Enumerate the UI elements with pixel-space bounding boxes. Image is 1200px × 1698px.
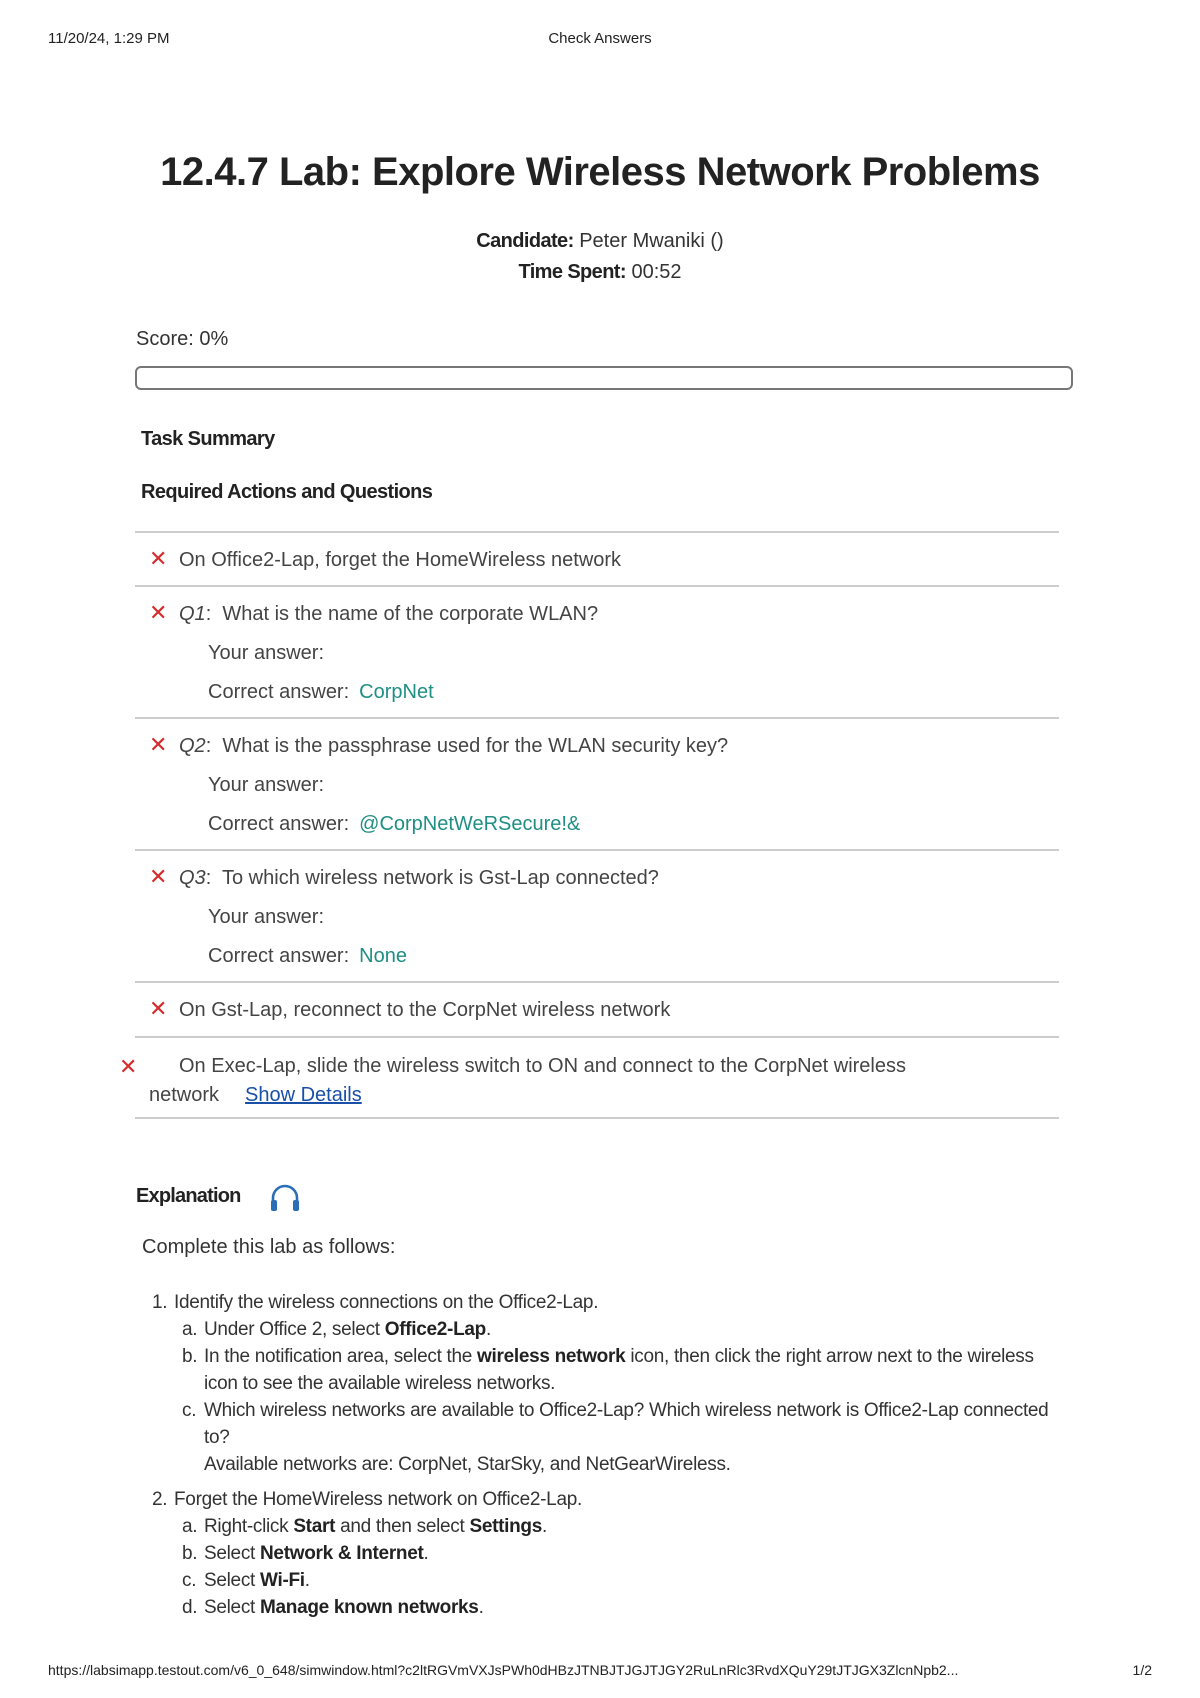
- fail-x-icon: ✕: [149, 732, 168, 757]
- task-text: On Exec-Lap, slide the wireless switch to ON and connect to the CorpNet wireless network: [149, 1055, 906, 1106]
- step-1b: [174, 1343, 1072, 1397]
- task-item-exec-lap: [119, 1038, 1059, 1119]
- correct-answer-value: None: [359, 945, 407, 967]
- task-item-q1: [135, 587, 1059, 719]
- step-2b: [174, 1540, 1072, 1567]
- task-item-forget-homewireless: [135, 533, 1059, 587]
- correct-answer-label: Correct answer:: [208, 945, 350, 967]
- fail-x-icon: ✕: [149, 864, 168, 889]
- task-item-reconnect-gst-lap: [135, 983, 1059, 1038]
- correct-answer-label: Correct answer:: [208, 681, 350, 703]
- task-text: On Office2-Lap, forget the HomeWireless network: [179, 549, 622, 571]
- show-details-link[interactable]: Show Details: [245, 1084, 362, 1106]
- correct-answer-label: Correct answer:: [208, 813, 350, 835]
- sub-text: Right-click: [204, 1516, 294, 1537]
- step-2a: [174, 1513, 1072, 1540]
- time-spent-line: [0, 261, 1200, 284]
- sub-bold: Wi-Fi: [260, 1570, 305, 1591]
- sub-text: Under Office 2, select: [204, 1319, 385, 1340]
- sub-letter: a.: [182, 1516, 198, 1537]
- sub-text: and then select: [335, 1516, 470, 1537]
- question-text: What is the passphrase used for the WLAN security key?: [222, 735, 729, 757]
- sub-text: icon, then click the right arrow next to the wireless icon to see the available wireless networks.: [204, 1346, 1034, 1394]
- sub-bold: Network & Internet: [260, 1543, 424, 1564]
- sub-bold: Office2-Lap: [384, 1319, 486, 1340]
- step-number: 1.: [152, 1292, 168, 1313]
- question-line: Q1: What is the name of the corporate WLAN?: [179, 603, 599, 625]
- step-2c: [174, 1567, 1072, 1594]
- step-1c: [174, 1397, 1072, 1478]
- question-line: Q3: To which wireless network is Gst-Lap connected?: [179, 867, 659, 889]
- sub-bold: Settings: [469, 1516, 543, 1537]
- headphones-icon[interactable]: [268, 1181, 302, 1215]
- step-number: 2.: [152, 1489, 168, 1510]
- sub-text: Select: [204, 1543, 260, 1564]
- sub-bold: Start: [293, 1516, 336, 1537]
- candidate-line: [0, 230, 1200, 253]
- explanation-intro: Complete this lab as follows:: [142, 1236, 396, 1258]
- print-page-title: Check Answers: [548, 30, 652, 47]
- sub-text: Select: [204, 1597, 260, 1618]
- your-answer-label: Your answer:: [208, 774, 324, 796]
- question-line: Q2: What is the passphrase used for the WLAN security key?: [179, 735, 729, 757]
- step-1a: [174, 1316, 1072, 1343]
- sub-letter: d.: [182, 1597, 198, 1618]
- print-url: https://labsimapp.testout.com/v6_0_648/simwindow.html?c2ltRGVmVXJsPWh0dHBzJTNBJTJGJTJGY2RuLnRlc3RvdXQuY29tJTJGX3ZlcnNpb2...: [48, 1662, 959, 1678]
- task-list: [119, 531, 1059, 1119]
- task-text: On Gst-Lap, reconnect to the CorpNet wireless network: [179, 999, 671, 1021]
- sub-letter: c.: [182, 1570, 197, 1591]
- correct-answer-line: [208, 943, 407, 969]
- correct-answer-line: [208, 811, 580, 837]
- sub-letter: a.: [182, 1319, 198, 1340]
- step-text: Forget the HomeWireless network on Office2-Lap.: [174, 1489, 582, 1510]
- question-number: Q3: [179, 867, 206, 889]
- sub-extra-text: Available networks are: CorpNet, StarSky, and NetGearWireless.: [204, 1454, 731, 1475]
- sub-letter: b.: [182, 1346, 198, 1367]
- sub-text: .: [542, 1516, 547, 1537]
- sub-bold: Manage known networks: [260, 1597, 479, 1618]
- print-header: [48, 30, 1152, 50]
- correct-answer-value: CorpNet: [359, 681, 434, 703]
- step-2: [152, 1486, 1072, 1621]
- fail-x-icon: ✕: [149, 600, 168, 625]
- candidate-label: Candidate:: [476, 230, 574, 252]
- your-answer-label: Your answer:: [208, 642, 324, 664]
- sub-bold: wireless network: [477, 1346, 626, 1367]
- fail-x-icon: ✕: [149, 546, 168, 571]
- step-1: [152, 1289, 1072, 1478]
- question-number: Q2: [179, 735, 206, 757]
- question-text: What is the name of the corporate WLAN?: [222, 603, 599, 625]
- question-text: To which wireless network is Gst-Lap connected?: [222, 867, 659, 889]
- sub-letter: b.: [182, 1543, 198, 1564]
- sub-text: Select: [204, 1570, 260, 1591]
- task-text-wrap: [119, 1052, 1029, 1110]
- step-text: Identify the wireless connections on the Office2-Lap.: [174, 1292, 599, 1313]
- task-summary-heading: Task Summary: [141, 428, 275, 450]
- your-answer-label: Your answer:: [208, 906, 324, 928]
- task-item-q2: [135, 719, 1059, 851]
- print-footer: [48, 1662, 1152, 1682]
- score-progress-bar: [135, 366, 1073, 390]
- explanation-steps: [152, 1289, 1072, 1629]
- correct-answer-line: [208, 679, 434, 705]
- sub-text: .: [485, 1319, 491, 1340]
- page-title: 12.4.7 Lab: Explore Wireless Network Problems: [160, 150, 1040, 194]
- fail-x-icon: ✕: [149, 996, 168, 1021]
- candidate-value: Peter Mwaniki (): [579, 230, 724, 252]
- sub-text: Which wireless networks are available to Office2-Lap? Which wireless network is Office2-Lap connected to?: [204, 1400, 1049, 1448]
- time-spent-value: 00:52: [631, 261, 682, 283]
- question-number: Q1: [179, 603, 206, 625]
- required-heading: Required Actions and Questions: [141, 481, 433, 503]
- sub-text: .: [304, 1570, 310, 1591]
- print-page-number: 1/2: [1132, 1662, 1152, 1678]
- task-item-q3: [135, 851, 1059, 983]
- sub-letter: c.: [182, 1400, 197, 1421]
- explanation-heading: Explanation: [136, 1185, 241, 1207]
- sub-text: .: [423, 1543, 429, 1564]
- time-spent-label: Time Spent:: [518, 261, 626, 283]
- sub-text: In the notification area, select the: [204, 1346, 478, 1367]
- print-datetime: 11/20/24, 1:29 PM: [48, 30, 170, 47]
- sub-text: .: [478, 1597, 484, 1618]
- score-text: Score: 0%: [136, 328, 229, 350]
- correct-answer-value: @CorpNetWeRSecure!&: [359, 813, 581, 835]
- step-2d: [174, 1594, 1072, 1621]
- fail-x-icon: ✕: [119, 1054, 138, 1079]
